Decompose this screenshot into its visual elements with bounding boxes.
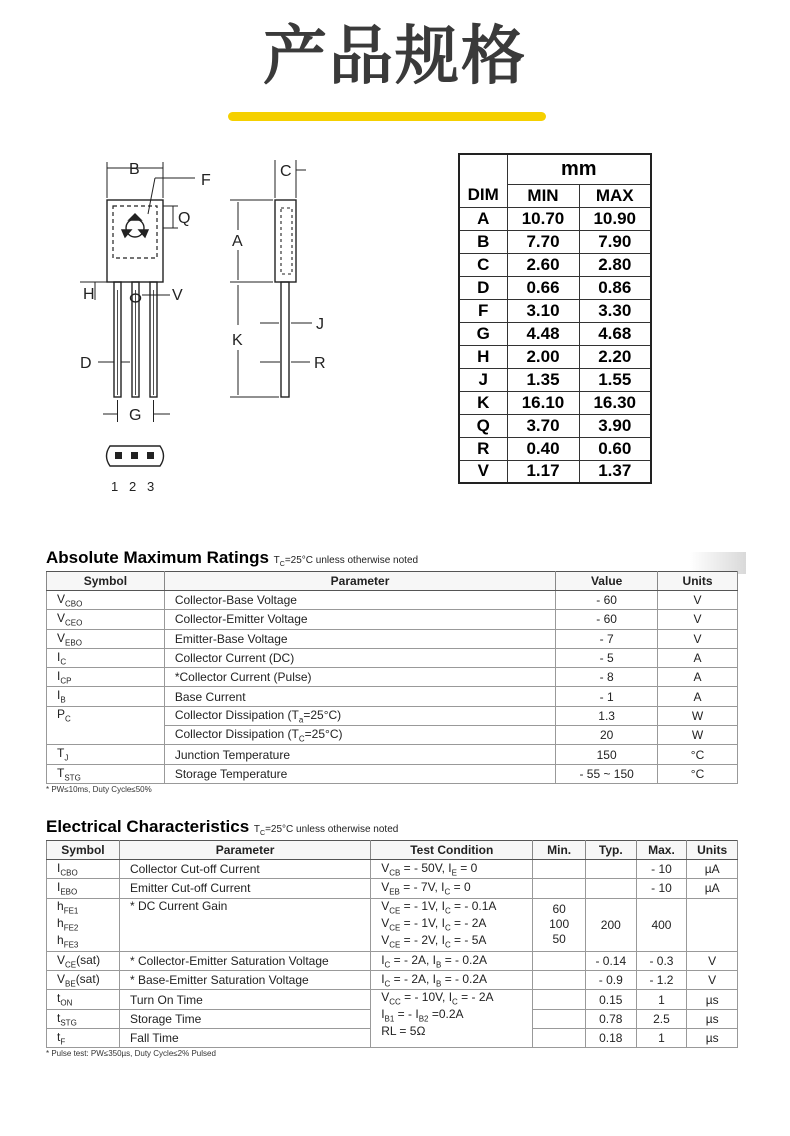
dim-label-h: H xyxy=(83,286,95,303)
test-condition-cell: $V_{CC}$ = - 10V, $I_C$ = - 2A $I_{B1}$ = - $I_{B2} =0.2A$ RL = 5Ω xyxy=(371,990,533,1048)
col-units: Units xyxy=(658,572,738,591)
dimension-row xyxy=(459,460,651,483)
unit-cell: W xyxy=(658,706,738,725)
dim-min: 0.40 xyxy=(507,437,579,460)
dim-max: 7.90 xyxy=(579,230,651,253)
value-cell: - 60 xyxy=(556,591,658,610)
dim-code: D xyxy=(459,276,507,299)
dim-min: 1.17 xyxy=(507,460,579,483)
col-units: Units xyxy=(687,841,738,860)
table-row xyxy=(47,860,738,879)
unit-cell: µs xyxy=(687,1009,738,1028)
col-value: Value xyxy=(556,572,658,591)
symbol-cell: $I_{CBO}$ xyxy=(47,860,120,879)
front-body xyxy=(107,200,163,282)
typ-cell: 200 xyxy=(585,898,636,951)
parameter-cell: Collector Dissipation $(T_C=25^\circ C)$ xyxy=(164,726,555,745)
value-cell: 20 xyxy=(556,726,658,745)
dim-code: H xyxy=(459,345,507,368)
empty-cell xyxy=(533,1028,586,1047)
dim-min: 7.70 xyxy=(507,230,579,253)
value-cell: - 60 xyxy=(556,610,658,629)
dim-min: 2.60 xyxy=(507,253,579,276)
table-row xyxy=(47,668,738,687)
symbol-cell: $V_{BE}(sat)$ xyxy=(47,971,120,990)
max-header: MAX xyxy=(579,184,651,207)
dim-code: R xyxy=(459,437,507,460)
dim-max: 4.68 xyxy=(579,322,651,345)
dim-min: 4.48 xyxy=(507,322,579,345)
value-cell: - 55 ~ 150 xyxy=(556,764,658,783)
unit-cell: W xyxy=(658,726,738,745)
max-cell: 1 xyxy=(636,990,687,1009)
max-cell: 2.5 xyxy=(636,1009,687,1028)
dim-label-c: C xyxy=(280,163,292,180)
parameter-cell: Emitter-Base Voltage xyxy=(164,629,555,648)
package-outline-drawing xyxy=(70,150,360,500)
col-typ: Typ. xyxy=(585,841,636,860)
unit-cell: A xyxy=(658,648,738,667)
parameter-cell: Collector Cut-off Current xyxy=(119,860,370,879)
unit-cell xyxy=(687,898,738,951)
dim-header: DIM xyxy=(459,184,507,207)
parameter-cell: * Collector-Emitter Saturation Voltage xyxy=(119,951,370,970)
col-parameter: Parameter xyxy=(164,572,555,591)
dim-label-r: R xyxy=(314,355,326,372)
dimension-row xyxy=(459,253,651,276)
symbol-cell: $I_{CP}$ xyxy=(47,668,165,687)
symbol-cell: $V_{CE}(sat)$ xyxy=(47,951,120,970)
unit-cell: V xyxy=(658,610,738,629)
dimension-row xyxy=(459,368,651,391)
parameter-cell: Collector-Base Voltage xyxy=(164,591,555,610)
table-row xyxy=(47,648,738,667)
parameter-cell: Turn On Time xyxy=(119,990,370,1009)
dim-label-k: K xyxy=(232,332,243,349)
table-row xyxy=(47,990,738,1009)
dim-label-v: V xyxy=(172,287,183,304)
dim-max: 10.90 xyxy=(579,207,651,230)
max-cell: - 10 xyxy=(636,879,687,898)
parameter-cell: Storage Time xyxy=(119,1009,370,1028)
max-cell: 1 xyxy=(636,1028,687,1047)
symbol-cell: $V_{CBO}$ xyxy=(47,591,165,610)
dimension-row xyxy=(459,230,651,253)
absolute-max-footnote: * PW≤10ms, Duty Cycle≤50% xyxy=(46,784,152,794)
electrical-title-text: Electrical Characteristics xyxy=(46,817,250,836)
dim-label-d: D xyxy=(80,355,92,372)
typ-cell: - 0.14 xyxy=(585,951,636,970)
test-condition-cell: $V_{CE}$ = - 1V, $I_C$ = - 0.1A $V_{CE}$ = - 1V, $I_C$ = - 2A $V_{CE}$ = - 2V, $I_C$ = - 5A xyxy=(371,898,533,951)
test-condition-cell: $V_{CB}$ = - 50V, $I_E = 0$ xyxy=(371,860,533,879)
symbol-cell: $V_{EBO}$ xyxy=(47,629,165,648)
table-row xyxy=(47,764,738,783)
electrical-note: $T_C=25^\circ C$ unless otherwise noted xyxy=(253,824,399,837)
value-cell: - 8 xyxy=(556,668,658,687)
col-min: Min. xyxy=(533,841,586,860)
symbol-cell: $P_C$ xyxy=(47,706,165,745)
typ-cell: 0.18 xyxy=(585,1028,636,1047)
table-row xyxy=(47,951,738,970)
table-row xyxy=(47,706,738,725)
parameter-cell: Collector Current (DC) xyxy=(164,648,555,667)
pin-label-3: 3 xyxy=(147,479,155,494)
dim-label-j: J xyxy=(316,316,324,333)
empty-cell xyxy=(533,990,586,1009)
symbol-cell: $I_C$ xyxy=(47,648,165,667)
electrical-section xyxy=(46,817,740,1058)
symbol-cell: $h_{FE1}$ $h_{FE2}$ $h_{FE3}$ xyxy=(47,898,120,951)
dim-min: 0.66 xyxy=(507,276,579,299)
absolute-max-title xyxy=(46,548,740,568)
symbol-cell: $t_F$ xyxy=(47,1028,120,1047)
unit-cell: µA xyxy=(687,879,738,898)
table-row xyxy=(47,879,738,898)
empty-cell xyxy=(533,1009,586,1028)
empty-cell xyxy=(533,951,586,970)
empty-cell xyxy=(533,971,586,990)
dim-code: C xyxy=(459,253,507,276)
parameter-cell: * DC Current Gain xyxy=(119,898,370,951)
dim-code: A xyxy=(459,207,507,230)
absolute-max-title-text: Absolute Maximum Ratings xyxy=(46,548,269,567)
value-cell: 150 xyxy=(556,745,658,764)
unit-cell: °C xyxy=(658,745,738,764)
table-row xyxy=(47,591,738,610)
package-outline-svg xyxy=(70,150,360,500)
unit-cell: V xyxy=(658,629,738,648)
unit-cell: µs xyxy=(687,1028,738,1047)
unit-cell: V xyxy=(687,971,738,990)
table-row xyxy=(47,629,738,648)
max-cell: 400 xyxy=(636,898,687,951)
dim-code: V xyxy=(459,460,507,483)
electrical-footnote: * Pulse test: PW≤350µs, Duty Cycle≤2% Pulsed xyxy=(46,1049,216,1059)
dimension-row xyxy=(459,299,651,322)
dimension-row xyxy=(459,276,651,299)
table-row xyxy=(47,971,738,990)
max-cell: - 10 xyxy=(636,860,687,879)
parameter-cell: Storage Temperature xyxy=(164,764,555,783)
value-cell: - 1 xyxy=(556,687,658,706)
dim-max: 2.20 xyxy=(579,345,651,368)
dim-code: B xyxy=(459,230,507,253)
absolute-max-note: $T_C=25^\circ C$ unless otherwise noted xyxy=(273,555,419,568)
dim-label-b: B xyxy=(129,161,140,178)
col-max: Max. xyxy=(636,841,687,860)
col-parameter: Parameter xyxy=(119,841,370,860)
value-cell: - 7 xyxy=(556,629,658,648)
absolute-max-section xyxy=(46,548,740,794)
pin-label-2: 2 xyxy=(129,479,137,494)
dim-code: G xyxy=(459,322,507,345)
table-row xyxy=(47,610,738,629)
dimension-row xyxy=(459,345,651,368)
title-underline xyxy=(228,112,546,121)
test-condition-cell: $I_C$ = - 2A, $I_B$ = - 0.2A xyxy=(371,971,533,990)
table-row xyxy=(47,745,738,764)
parameter-cell: Fall Time xyxy=(119,1028,370,1047)
symbol-cell: $I_B$ xyxy=(47,687,165,706)
typ-cell: 0.15 xyxy=(585,990,636,1009)
parameter-cell: *Collector Current (Pulse) xyxy=(164,668,555,687)
dim-code: K xyxy=(459,391,507,414)
value-cell: 1.3 xyxy=(556,706,658,725)
dim-max: 0.86 xyxy=(579,276,651,299)
col-test-condition: Test Condition xyxy=(371,841,533,860)
unit-cell: V xyxy=(658,591,738,610)
electrical-table xyxy=(46,840,738,1048)
dimension-row xyxy=(459,207,651,230)
dimension-row xyxy=(459,391,651,414)
dimension-table xyxy=(458,153,652,484)
dimension-row xyxy=(459,437,651,460)
absolute-max-rows xyxy=(47,591,738,784)
dim-label-q: Q xyxy=(178,210,191,227)
electrical-rows xyxy=(47,860,738,1048)
dim-max: 3.30 xyxy=(579,299,651,322)
symbol-cell: $t_{ON}$ xyxy=(47,990,120,1009)
max-cell: - 1.2 xyxy=(636,971,687,990)
parameter-cell: Junction Temperature xyxy=(164,745,555,764)
typ-cell: - 0.9 xyxy=(585,971,636,990)
dim-max: 0.60 xyxy=(579,437,651,460)
dimension-row xyxy=(459,414,651,437)
dim-label-g: G xyxy=(129,407,142,424)
symbol-cell: $V_{CEO}$ xyxy=(47,610,165,629)
unit-cell: µs xyxy=(687,990,738,1009)
symbol-cell: $t_{STG}$ xyxy=(47,1009,120,1028)
empty-cell xyxy=(585,860,636,879)
dim-code: J xyxy=(459,368,507,391)
electrical-title xyxy=(46,817,740,837)
dim-max: 1.55 xyxy=(579,368,651,391)
dim-min: 2.00 xyxy=(507,345,579,368)
absolute-max-table xyxy=(46,571,738,784)
dimension-row xyxy=(459,322,651,345)
empty-cell xyxy=(533,860,586,879)
dim-min: 16.10 xyxy=(507,391,579,414)
dim-min: 3.10 xyxy=(507,299,579,322)
test-condition-cell: $V_{EB}$ = - 7V, $I_C = 0$ xyxy=(371,879,533,898)
dim-code: F xyxy=(459,299,507,322)
dim-max: 3.90 xyxy=(579,414,651,437)
pin-label-1: 1 xyxy=(111,479,119,494)
table-row xyxy=(47,898,738,951)
dim-max: 2.80 xyxy=(579,253,651,276)
dim-label-f: F xyxy=(201,172,211,189)
parameter-cell: Base Current xyxy=(164,687,555,706)
typ-cell: 0.78 xyxy=(585,1009,636,1028)
parameter-cell: Emitter Cut-off Current xyxy=(119,879,370,898)
max-cell: - 0.3 xyxy=(636,951,687,970)
empty-cell xyxy=(533,879,586,898)
parameter-cell: Collector Dissipation $(T_a=25^\circ C)$ xyxy=(164,706,555,725)
empty-cell xyxy=(585,879,636,898)
col-symbol: Symbol xyxy=(47,841,120,860)
unit-cell: A xyxy=(658,668,738,687)
page-title: 产品规格 xyxy=(263,20,527,94)
col-symbol: Symbol xyxy=(47,572,165,591)
symbol-cell: $I_{EBO}$ xyxy=(47,879,120,898)
unit-cell: V xyxy=(687,951,738,970)
dim-min: 10.70 xyxy=(507,207,579,230)
dim-max: 16.30 xyxy=(579,391,651,414)
value-cell: - 5 xyxy=(556,648,658,667)
dim-min: 3.70 xyxy=(507,414,579,437)
unit-cell: °C xyxy=(658,764,738,783)
min-header: MIN xyxy=(507,184,579,207)
unit-cell: A xyxy=(658,687,738,706)
table-row xyxy=(47,687,738,706)
dim-code: Q xyxy=(459,414,507,437)
min-cell: 60 100 50 xyxy=(533,898,586,951)
symbol-cell: $T_J$ xyxy=(47,745,165,764)
dim-label-a: A xyxy=(232,233,243,250)
parameter-cell: Collector-Emitter Voltage xyxy=(164,610,555,629)
dim-max: 1.37 xyxy=(579,460,651,483)
parameter-cell: * Base-Emitter Saturation Voltage xyxy=(119,971,370,990)
test-condition-cell: $I_C$ = - 2A, $I_B$ = - 0.2A xyxy=(371,951,533,970)
dim-min: 1.35 xyxy=(507,368,579,391)
unit-cell: µA xyxy=(687,860,738,879)
dimension-unit: mm xyxy=(507,154,651,184)
dimension-rows xyxy=(459,207,651,483)
symbol-cell: $T_{STG}$ xyxy=(47,764,165,783)
